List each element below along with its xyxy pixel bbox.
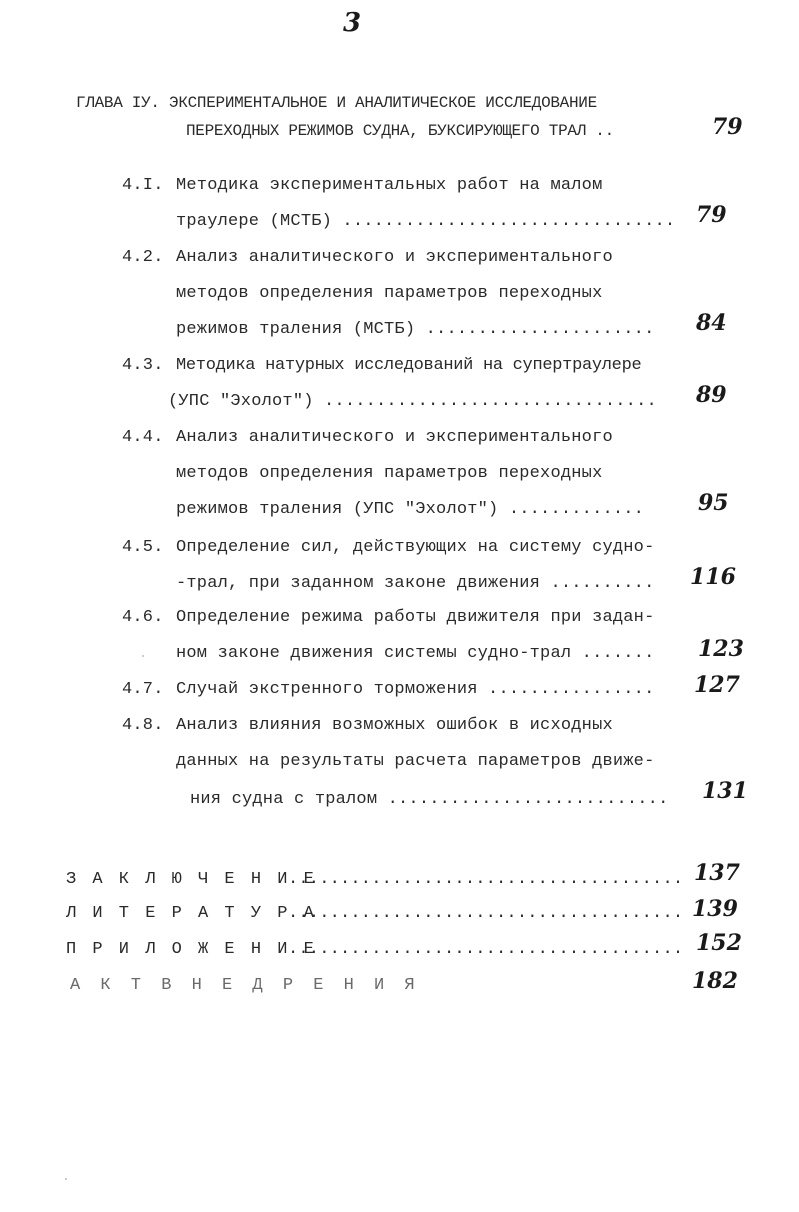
backmatter-leader-dots: ...................................... bbox=[288, 904, 684, 923]
section-title-line: ния судна с тралом ........................... bbox=[190, 790, 669, 809]
chapter-title-line-1: ГЛАВА IУ. ЭКСПЕРИМЕНТАЛЬНОЕ И АНАЛИТИЧЕСКОЕ ИССЛЕДОВАНИЕ bbox=[76, 94, 597, 112]
chapter-page-number: 79 bbox=[712, 114, 743, 140]
section-number: 4.6. bbox=[122, 608, 164, 627]
backmatter-label-conclusion: З А К Л Ю Ч Е Н И Е bbox=[66, 870, 317, 889]
section-number: 4.4. bbox=[122, 428, 164, 447]
section-page-number: 84 bbox=[696, 310, 727, 336]
section-page-number: 127 bbox=[694, 672, 740, 698]
backmatter-leader-dots: ...................................... bbox=[288, 870, 684, 889]
section-number: 4.8. bbox=[122, 716, 164, 735]
section-title-line: Случай экстренного торможения ................ bbox=[176, 680, 655, 699]
section-title-line: ном законе движения системы судно-трал ....... bbox=[176, 644, 655, 663]
section-page-number: 89 bbox=[696, 382, 727, 408]
backmatter-page-number: 137 bbox=[694, 860, 740, 886]
section-title-line: (УПС "Эхолот") ................................ bbox=[168, 392, 657, 411]
section-title-line: методов определения параметров переходных bbox=[176, 464, 603, 483]
section-title-line: методов определения параметров переходных bbox=[176, 284, 603, 303]
section-title-line: Определение сил, действующих на систему судно- bbox=[176, 538, 655, 557]
section-title-line: Анализ аналитического и экспериментального bbox=[176, 248, 613, 267]
section-number: 4.3. bbox=[122, 356, 164, 375]
backmatter-label-implementation-act: А К Т В Н Е Д Р Е Н И Я bbox=[70, 976, 420, 995]
section-number: 4.7. bbox=[122, 680, 164, 699]
chapter-title-line-2: ПЕРЕХОДНЫХ РЕЖИМОВ СУДНА, БУКСИРУЮЩЕГО ТРАЛ .. bbox=[186, 122, 614, 140]
backmatter-page-number: 139 bbox=[692, 896, 738, 922]
section-page-number: 95 bbox=[698, 490, 729, 516]
section-title-line: данных на результаты расчета параметров движе- bbox=[176, 752, 655, 771]
backmatter-label-literature: Л И Т Е Р А Т У Р А bbox=[66, 904, 317, 923]
section-number: 4.I. bbox=[122, 176, 164, 195]
section-page-number: 131 bbox=[702, 778, 748, 804]
section-title-line: траулере (МСТБ) ................................ bbox=[176, 212, 676, 231]
section-title-line: режимов траления (УПС "Эхолот") ............. bbox=[176, 500, 645, 519]
section-page-number: 123 bbox=[698, 636, 744, 662]
section-page-number: 79 bbox=[696, 202, 727, 228]
section-title-line: -трал, при заданном законе движения .......... bbox=[176, 574, 655, 593]
section-title-line: Определение режима работы движителя при задан- bbox=[176, 608, 655, 627]
section-title-line: Методика натурных исследований на супертраулере bbox=[176, 356, 642, 375]
section-title-line: режимов траления (МСТБ) ...................... bbox=[176, 320, 655, 339]
section-number: 4.5. bbox=[122, 538, 164, 557]
section-title-line: Анализ влияния возможных ошибок в исходных bbox=[176, 716, 613, 735]
scan-speck bbox=[142, 655, 144, 657]
backmatter-page-number: 152 bbox=[696, 930, 742, 956]
section-title-line: Методика экспериментальных работ на малом bbox=[176, 176, 603, 195]
section-number: 4.2. bbox=[122, 248, 164, 267]
backmatter-page-number: 182 bbox=[692, 968, 738, 994]
section-page-number: 116 bbox=[690, 564, 736, 590]
backmatter-label-appendix: П Р И Л О Ж Е Н И Е bbox=[66, 940, 317, 959]
backmatter-leader-dots: ...................................... bbox=[288, 940, 684, 959]
scan-speck bbox=[65, 1178, 67, 1180]
page-number: 3 bbox=[343, 8, 362, 38]
section-title-line: Анализ аналитического и экспериментального bbox=[176, 428, 613, 447]
